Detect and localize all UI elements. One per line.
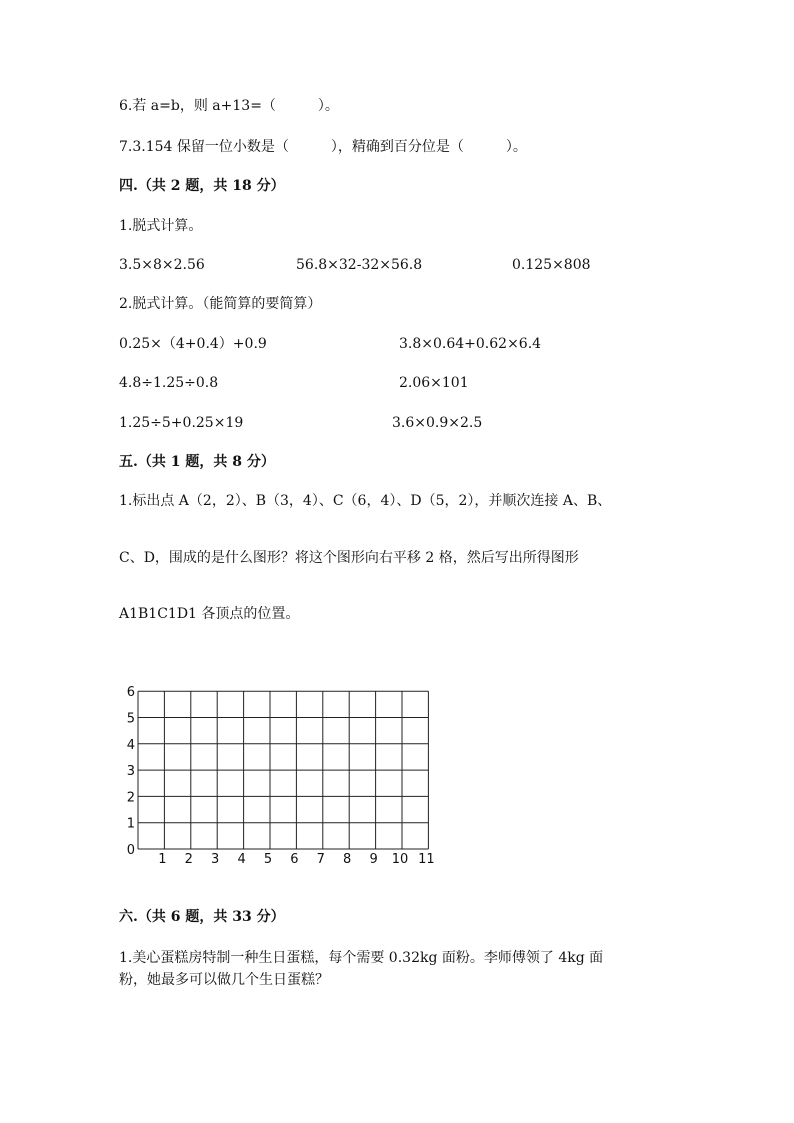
y-tick-label: 6 bbox=[126, 685, 135, 701]
s4-q1-expr-2: 56.8×32-32×56.8 bbox=[296, 257, 423, 273]
y-tick-label: 5 bbox=[126, 711, 135, 727]
coordinate-grid bbox=[112, 680, 452, 870]
x-tick-label: 9 bbox=[369, 852, 378, 867]
s4-q2-expr-4: 2.06×101 bbox=[399, 375, 469, 391]
s4-q1-expr-3: 0.125×808 bbox=[512, 257, 591, 273]
s5-q1-line-2: C、D，围成的是什么图形？将这个图形向右平移 2 格，然后写出所得图形 bbox=[119, 550, 579, 566]
x-tick-label: 4 bbox=[237, 852, 246, 867]
s4-q2-expr-2: 3.8×0.64+0.62×6.4 bbox=[399, 336, 542, 352]
y-tick-label: 4 bbox=[126, 737, 135, 753]
question-7: 7.3.154 保留一位小数是（ ），精确到百分位是（ ）。 bbox=[119, 139, 527, 155]
s5-q1-line-3: A1B1C1D1 各顶点的位置。 bbox=[119, 606, 300, 622]
s4-q1-expr-1: 3.5×8×2.56 bbox=[119, 257, 205, 273]
x-tick-label: 10 bbox=[391, 852, 409, 867]
y-tick-label: 2 bbox=[126, 790, 135, 806]
s4-q1-title: 1.脱式计算。 bbox=[119, 218, 203, 234]
section-6-heading: 六.（共 6 题，共 33 分） bbox=[119, 909, 285, 925]
s5-q1-line-1: 1.标出点 A（2，2）、B（3，4）、C（6，4）、D（5，2），并顺次连接 A、B、 bbox=[119, 493, 612, 509]
s4-q2-expr-3: 4.8÷1.25÷0.8 bbox=[119, 375, 219, 391]
x-tick-label: 2 bbox=[184, 852, 193, 867]
section-5-heading: 五.（共 1 题，共 8 分） bbox=[119, 454, 275, 470]
x-tick-label: 3 bbox=[211, 852, 220, 867]
s4-q2-expr-6: 3.6×0.9×2.5 bbox=[392, 415, 483, 431]
s6-q1-line-2: 粉，她最多可以做几个生日蛋糕？ bbox=[119, 972, 329, 988]
x-tick-label: 6 bbox=[290, 852, 299, 867]
s4-q2-expr-1: 0.25×（4+0.4）+0.9 bbox=[119, 336, 267, 352]
x-tick-label: 7 bbox=[316, 852, 325, 867]
s6-q1-line-1: 1.美心蛋糕房特制一种生日蛋糕，每个需要 0.32kg 面粉。李师傅领了 4kg 面 bbox=[119, 950, 604, 966]
y-tick-label: 3 bbox=[126, 764, 135, 780]
y-tick-label: 1 bbox=[126, 816, 135, 832]
s4-q2-expr-5: 1.25÷5+0.25×19 bbox=[119, 415, 244, 431]
section-4-heading: 四.（共 2 题，共 18 分） bbox=[119, 178, 285, 194]
x-tick-label: 5 bbox=[263, 852, 273, 867]
question-6: 6.若 a=b，则 a+13=（ ）。 bbox=[119, 98, 339, 114]
x-tick-label: 11 bbox=[418, 852, 435, 867]
y-tick-label: 0 bbox=[126, 843, 135, 858]
x-tick-label: 1 bbox=[158, 852, 167, 867]
s4-q2-title: 2.脱式计算。（能简算的要简算） bbox=[119, 296, 322, 312]
x-tick-label: 8 bbox=[343, 852, 352, 867]
